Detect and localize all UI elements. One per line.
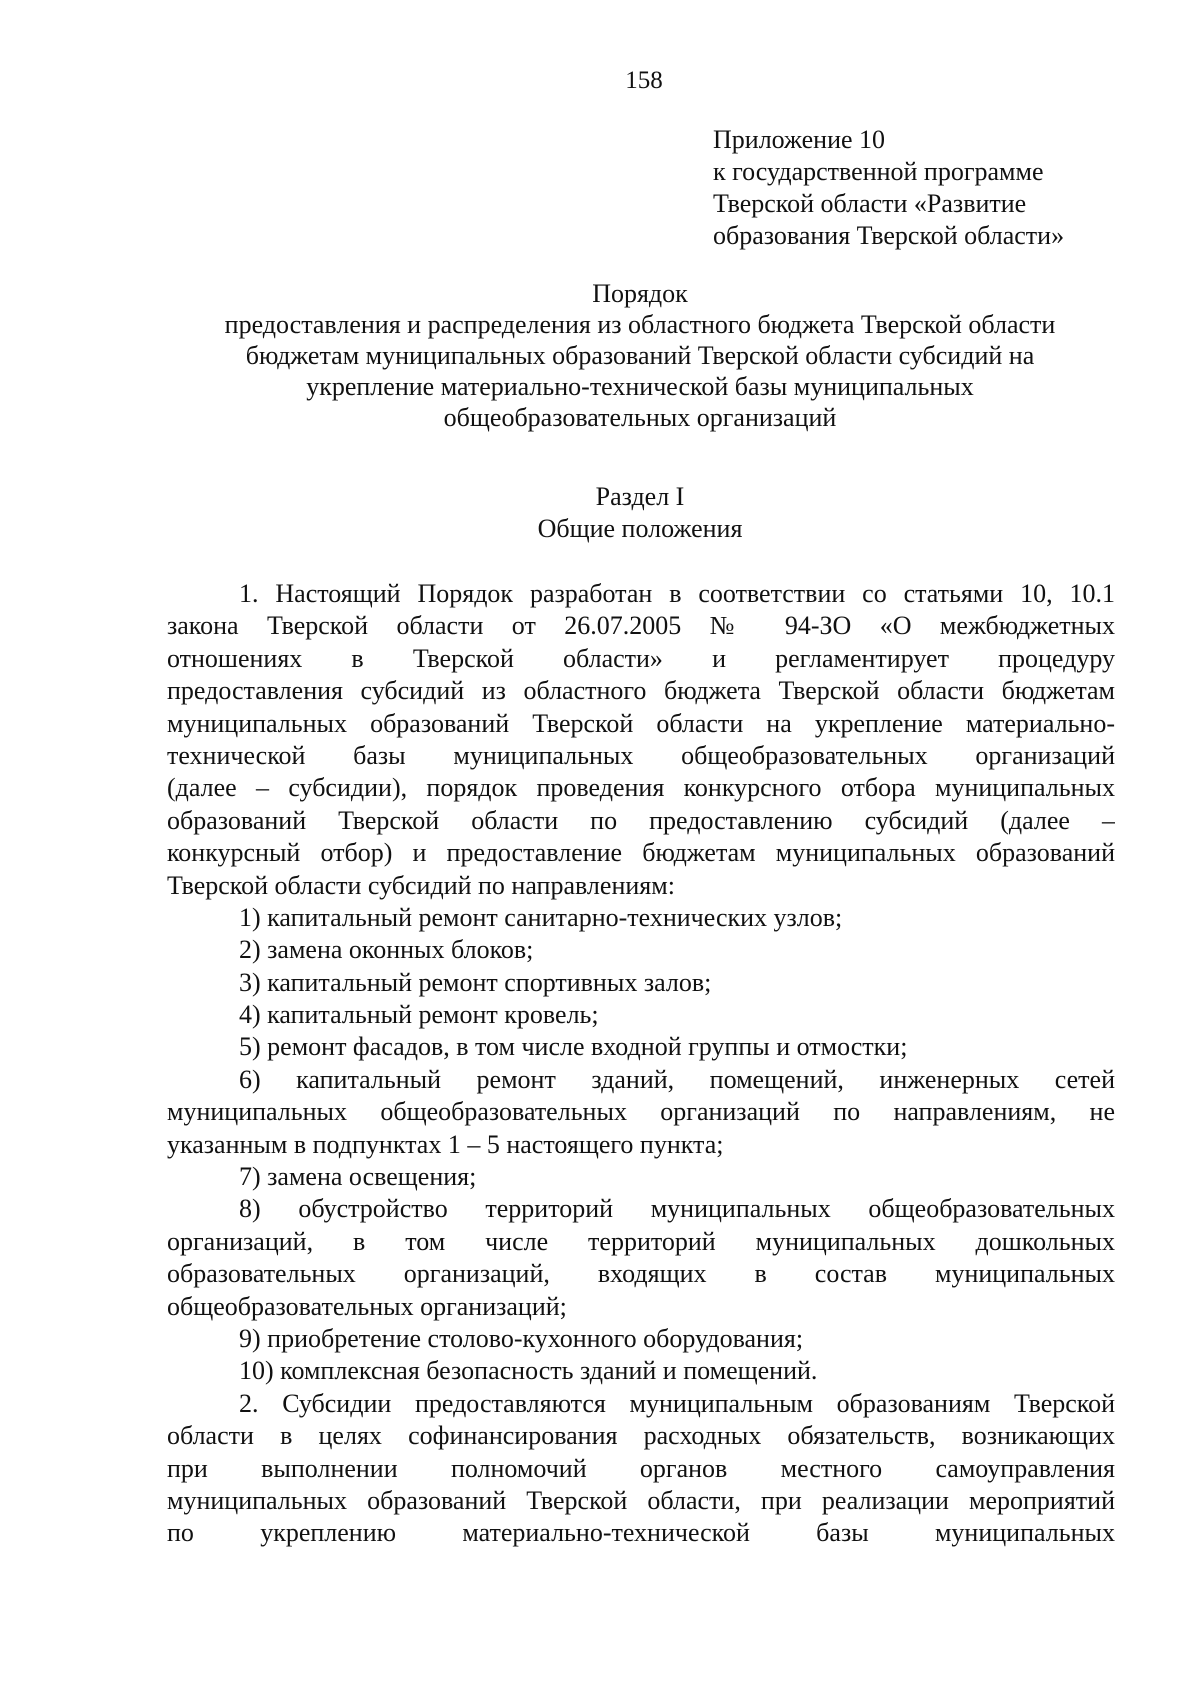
body-line: (далее – субсидии), порядок проведения конкурсного отбора муниципальных — [167, 773, 1115, 803]
section-number: Раздел I — [595, 482, 685, 511]
body-line: 2. Субсидии предоставляются муниципальным образованиям Тверской — [239, 1388, 1115, 1418]
body-line: Тверской области субсидий по направлениям: — [167, 870, 675, 900]
list-item: 2) замена оконных блоков; — [239, 935, 534, 965]
list-item: 5) ремонт фасадов, в том числе входной группы и отмостки; — [239, 1032, 908, 1062]
list-item: 8) обустройство территорий муниципальных общеобразовательных — [239, 1194, 1115, 1224]
body-line: 1. Настоящий Порядок разработан в соответствии со статьями 10, 10.1 — [239, 579, 1115, 608]
list-item: 6) капитальный ремонт зданий, помещений, инженерных сетей — [239, 1064, 1115, 1094]
body-line: технической базы муниципальных общеобразовательных организаций — [167, 740, 1115, 770]
page-number: 158 — [625, 67, 663, 94]
body-line: при выполнении полномочий органов местного самоуправления — [167, 1453, 1115, 1483]
section-heading — [160, 481, 1120, 545]
section-name: Общие положения — [537, 514, 743, 543]
body-line: организаций, в том числе территорий муниципальных дошкольных — [167, 1226, 1115, 1256]
body-line: указанным в подпунктах 1 – 5 настоящего пункта; — [167, 1129, 724, 1159]
body-line: предоставления субсидий из областного бюджета Тверской области бюджетам — [167, 676, 1115, 706]
list-item: 1) капитальный ремонт санитарно-технических узлов; — [239, 902, 843, 932]
appendix-header — [713, 124, 1153, 252]
body-line: конкурсный отбор) и предоставление бюджетам муниципальных образований — [167, 838, 1115, 868]
body-line: муниципальных образований Тверской области на укрепление материально- — [167, 708, 1115, 738]
body-line: области в целях софинансирования расходных обязательств, возникающих — [167, 1421, 1115, 1451]
body-line: муниципальных образований Тверской области, при реализации мероприятий — [167, 1485, 1115, 1515]
title-heading: Порядок — [592, 279, 688, 308]
appendix-line: образования Тверской области» — [713, 221, 1065, 250]
list-item: 9) приобретение столово-кухонного оборудования; — [239, 1323, 804, 1353]
body-line: закона Тверской области от 26.07.2005 № 94-ЗО «О межбюджетных — [167, 611, 1115, 641]
body-line: по укреплению материально-технической базы муниципальных — [167, 1518, 1115, 1548]
title-line: предоставления и распределения из областного бюджета Тверской области — [224, 310, 1056, 339]
body-text — [167, 578, 1115, 1550]
list-item: 3) капитальный ремонт спортивных залов; — [239, 967, 712, 997]
list-item: 10) комплексная безопасность зданий и помещений. — [239, 1356, 818, 1386]
appendix-line: Приложение 10 — [713, 125, 886, 154]
title-line: укрепление материально-технической базы муниципальных — [306, 372, 974, 401]
list-item: 7) замена освещения; — [239, 1162, 477, 1192]
title-line: общеобразовательных организаций — [443, 403, 837, 432]
body-line: образовательных организаций, входящих в состав муниципальных — [167, 1259, 1115, 1289]
title-line: бюджетам муниципальных образований Тверской области субсидий на — [245, 341, 1035, 370]
list-item: 4) капитальный ремонт кровель; — [239, 1000, 599, 1030]
body-line: муниципальных общеобразовательных организаций по направлениям, не — [167, 1097, 1115, 1127]
body-line: общеобразовательных организаций; — [167, 1291, 567, 1321]
document-title — [160, 278, 1120, 433]
body-line: отношениях в Тверской области» и регламентирует процедуру — [167, 643, 1115, 673]
appendix-line: к государственной программе — [713, 157, 1044, 186]
body-line: образований Тверской области по предоставлению субсидий (далее – — [167, 805, 1115, 835]
appendix-line: Тверской области «Развитие — [713, 189, 1027, 218]
